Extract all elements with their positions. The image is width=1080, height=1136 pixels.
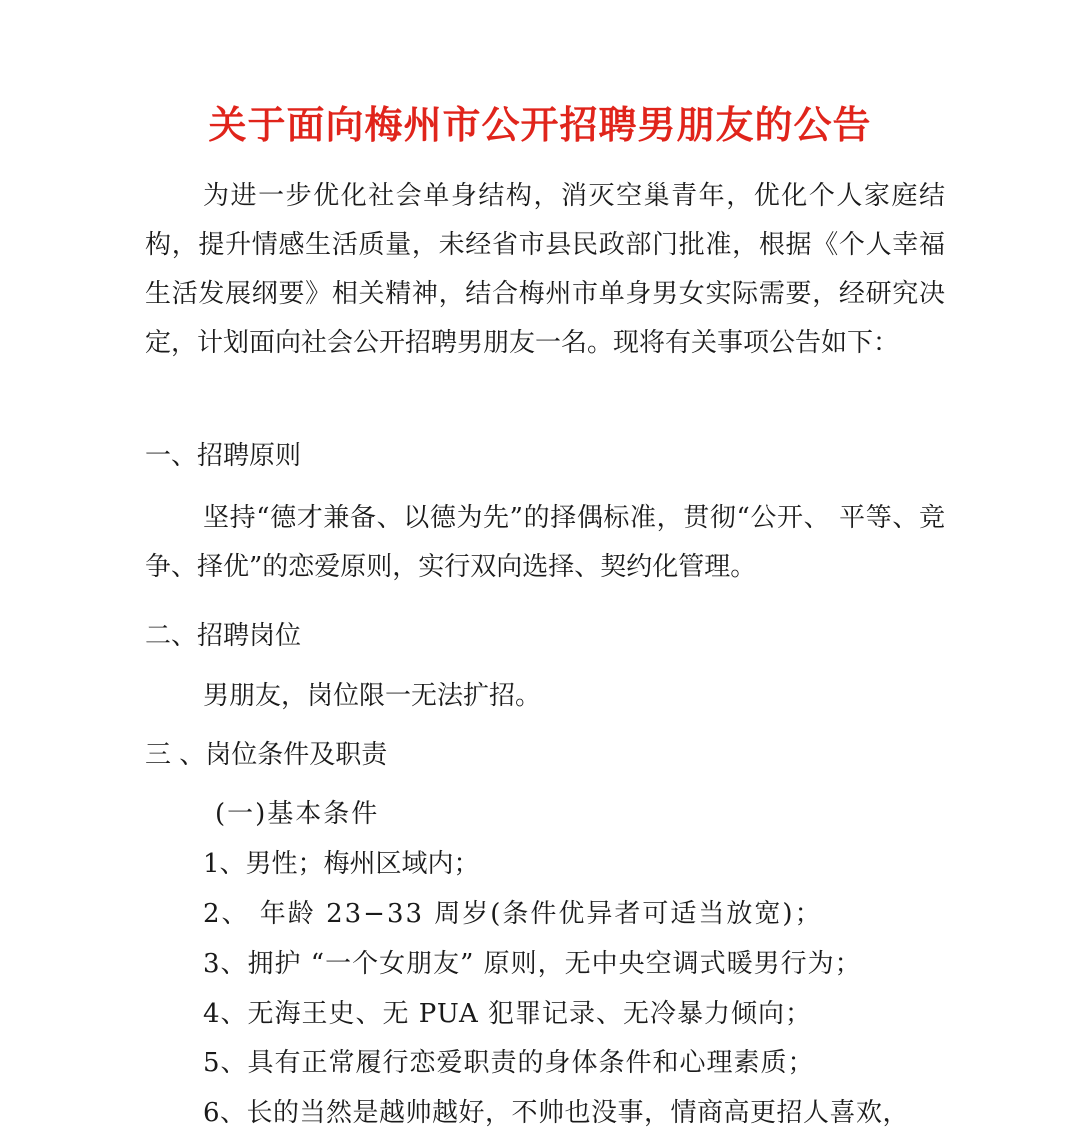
- condition-item-4: 4、无海王史、无 PUA 犯罪记录、无冷暴力倾向；: [203, 999, 812, 1029]
- intro-paragraph: 为进一步优化社会单身结构，消灭空巢青年，优化个人家庭结构，提升情感生活质量，未经省市县民政部门批准，根据《个人幸福生活发展纲要》相关精神，结合梅州市单身男女实际需要，经研究决定，计划面向社会公开招聘男朋友一名。现将有关事项公告如下：: [145, 181, 945, 358]
- condition-item-1: 1、男性；梅州区域内；: [203, 849, 480, 879]
- condition-item-5: 5、具有正常履行恋爱职责的身体条件和心理素质；: [203, 1048, 815, 1078]
- section-1-heading: 一、招聘原则: [145, 441, 302, 471]
- section-2-heading: 二、招聘岗位: [145, 621, 302, 651]
- page-title: 关于面向梅州市公开招聘男朋友的公告: [208, 103, 872, 147]
- condition-item-6: 6、长的当然是越帅越好，不帅也没事，情商高更招人喜欢，: [203, 1098, 910, 1128]
- section-3-subheading: (一)基本条件: [215, 799, 380, 829]
- section-1-body: 坚持“德才兼备、以德为先”的择偶标准，贯彻“公开、 平等、竞争、择优”的恋爱原则，实行双向选择、契约化管理。: [145, 503, 945, 582]
- condition-item-2: 2、 年龄 23−33 周岁(条件优异者可适当放宽)；: [203, 899, 823, 929]
- condition-item-3: 3、拥护 “一个女朋友” 原则，无中央空调式暖男行为；: [203, 949, 862, 979]
- section-3-heading: 三 、岗位条件及职责: [145, 740, 388, 770]
- section-2-body: 男朋友，岗位限一无法扩招。: [203, 681, 542, 711]
